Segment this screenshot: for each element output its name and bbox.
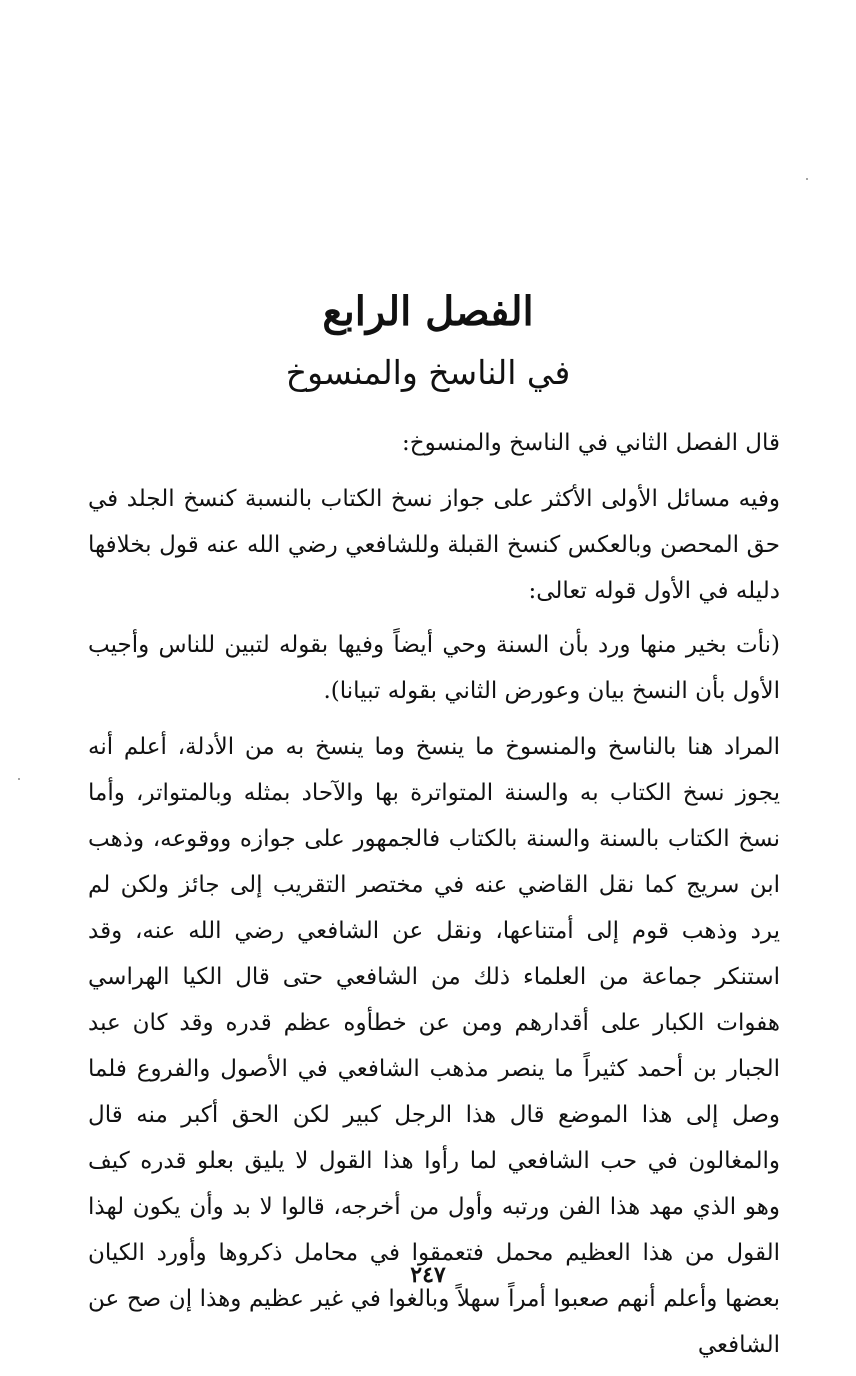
chapter-title: الفصل الرابع <box>322 288 534 335</box>
chapter-subtitle: في الناسخ والمنسوخ <box>285 353 571 392</box>
scan-speck <box>18 778 20 780</box>
quote-paragraph: (نأت بخير منها ورد بأن السنة وحي أيضاً وفيها بقوله لتبين للناس وأجيب الأول بأن النسخ بيان وعورض الثاني بقوله تبيانا). <box>88 632 780 704</box>
body-text <box>88 420 780 1376</box>
paragraph: المراد هنا بالناسخ والمنسوخ ما ينسخ وما ينسخ به من الأدلة، أعلم أنه يجوز نسخ الكتاب به والسنة المتواترة بها والآحاد بمثله وبالمتواتر، وأما نسخ الكتاب بالسنة والسنة بالكتاب فالجمهور على جوازه ووقوعه، وذهب ابن سريج كما نقل القاضي عنه في مختصر التقريب إلى جائز ولكن لم يرد وذهب قوم إلى أمتناعها، ونقل عن الشافعي رضي الله عنه، وقد استنكر جماعة من العلماء ذلك من الشافعي حتى قال الكيا الهراسي هفوات الكبار على أقدارهم ومن عن خطأوه عظم قدره وقد كان عبد الجبار بن أحمد كثيراً ما ينصر مذهب الشافعي في الأصول والفروع فلما وصل إلى هذا الموضع قال هذا الرجل كبير لكن الحق أكبر منه قال والمغالون في حب الشافعي لما رأوا هذا القول لا يليق بعلو قدره كيف وهو الذي مهد هذا الفن ورتبه وأول من أخرجه، قالوا لا بد وأن يكون لهذا القول من هذا العظيم محمل فتعمقوا في محامل ذكروها وأورد الكيان بعضها وأعلم أنهم صعبوا أمراً سهلاً وبالغوا في غير عظيم وهذا إن صح عن الشافعي <box>88 734 780 1358</box>
intro-paragraph: قال الفصل الثاني في الناسخ والمنسوخ: <box>402 430 780 456</box>
page-number: ٢٤٧ <box>410 1262 446 1288</box>
paragraph: وفيه مسائل الأولى الأكثر على جواز نسخ الكتاب بالنسبة كنسخ الجلد في حق المحصن وبالعكس كنسخ القبلة وللشافعي رضي الله عنه قول بخلافها دليله في الأول قوله تعالى: <box>88 486 780 604</box>
scan-speck <box>806 178 808 180</box>
